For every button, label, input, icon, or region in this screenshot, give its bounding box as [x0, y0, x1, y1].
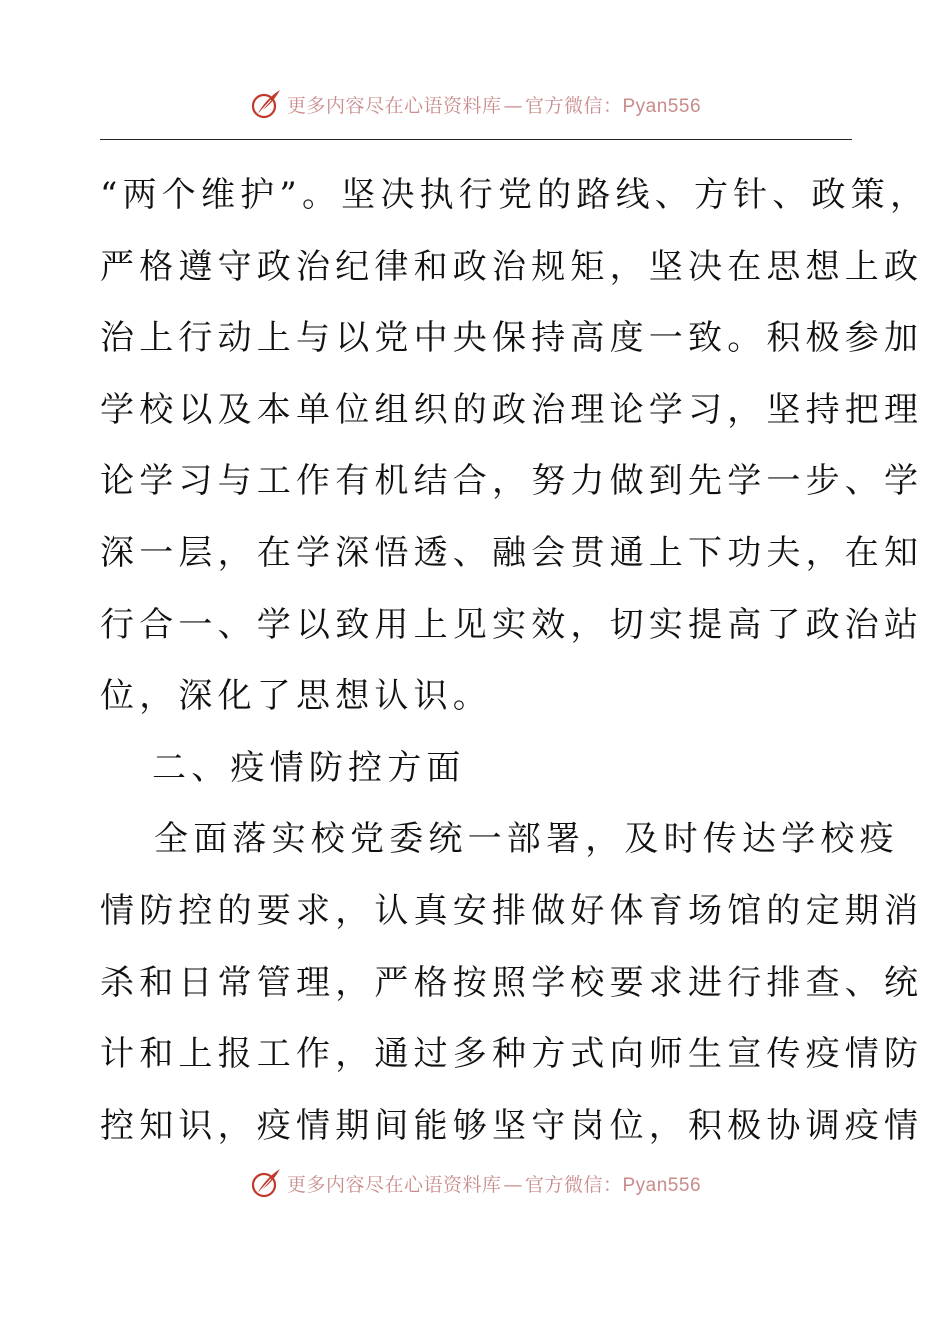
header-banner-text: [287, 91, 701, 118]
paragraph-line: 严格遵守政治纪律和政治规矩，坚决在思想上政: [100, 246, 924, 287]
header-wechat-id: Pyan556: [622, 95, 702, 117]
quill-logo-icon: [249, 1166, 283, 1200]
paragraph-line: 情防控的要求，认真安排做好体育场馆的定期消: [100, 890, 924, 931]
paragraph-line: 位，深化了思想认识。: [100, 676, 492, 717]
footer-site-text: 更多内容尽在心语资料库: [286, 1173, 502, 1196]
paragraph-line: “两个维护”。坚决执行党的路线、方针、政策，: [100, 175, 930, 215]
header-banner: [0, 84, 950, 124]
section-heading: 二、疫情防控方面: [152, 747, 466, 788]
footer-separator: —: [503, 1173, 523, 1196]
header-site-text: 更多内容尽在心语资料库: [286, 94, 502, 117]
paragraph-line: 杀和日常管理，严格按照学校要求进行排查、统: [100, 962, 924, 1003]
footer-wechat-label: 官方微信：: [524, 1173, 623, 1196]
paragraph-line: 行合一、学以致用上见实效，切实提高了政治站: [100, 604, 924, 645]
footer-banner-text: [287, 1170, 701, 1197]
header-divider: [100, 139, 852, 140]
document-body: [100, 160, 930, 1162]
header-separator: —: [503, 94, 523, 117]
quill-logo-icon: [249, 87, 283, 121]
footer-wechat-id: Pyan556: [622, 1174, 702, 1196]
paragraph-line: 控知识，疫情期间能够坚守岗位，积极协调疫情: [100, 1105, 924, 1146]
header-wechat-label: 官方微信：: [524, 94, 623, 117]
paragraph-line: 治上行动上与以党中央保持高度一致。积极参加: [100, 318, 924, 359]
paragraph-line: 全面落实校党委统一部署，及时传达学校疫: [154, 819, 899, 860]
paragraph-line: 论学习与工作有机结合，努力做到先学一步、学: [100, 461, 924, 502]
paragraph-line: 学校以及本单位组织的政治理论学习，坚持把理: [100, 389, 924, 430]
paragraph-line: 计和上报工作，通过多种方式向师生宣传疫情防: [100, 1034, 924, 1075]
footer-banner: [0, 1163, 950, 1203]
paragraph-line: 深一层，在学深悟透、融会贯通上下功夫，在知: [100, 532, 924, 573]
